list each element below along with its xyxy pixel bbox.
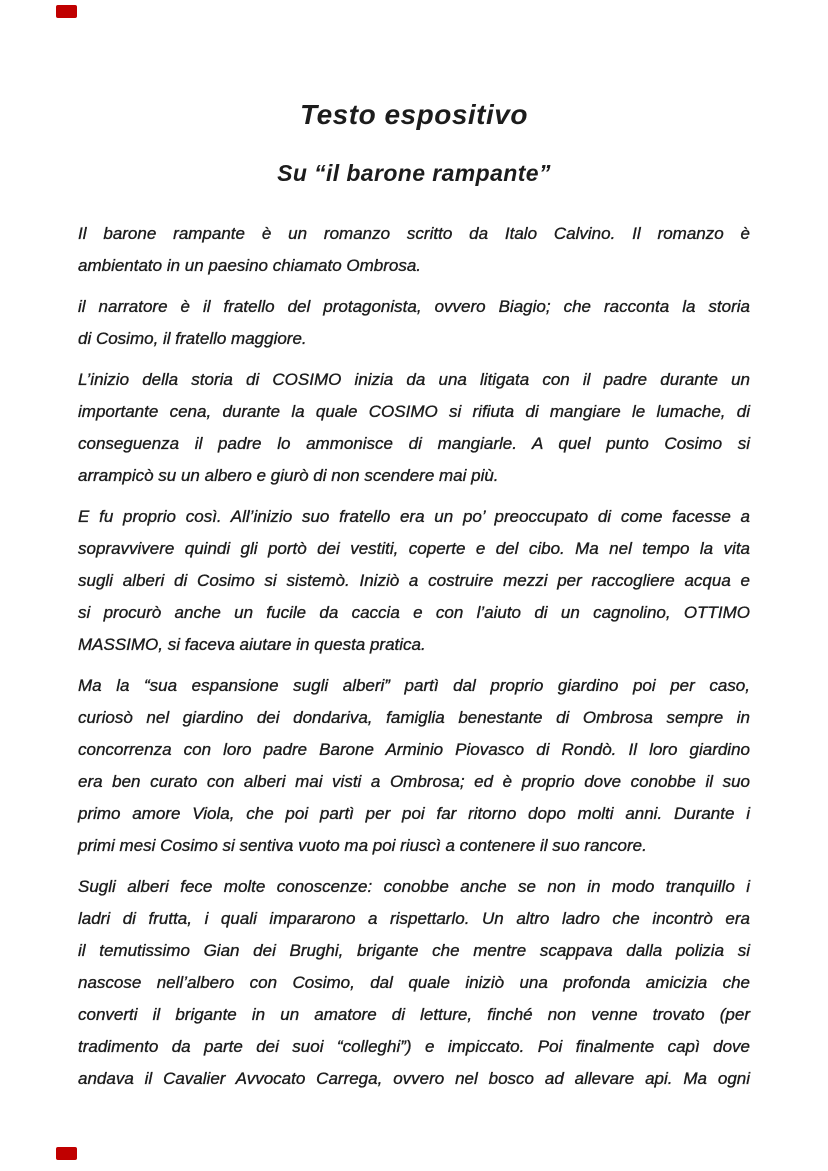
text-line: il narratore è il fratello del protagonista, ovvero Biagio; che racconta la storia xyxy=(78,297,750,316)
text-line: era ben curato con alberi mai visti a Ombrosa; ed è proprio dove conobbe il suo xyxy=(78,772,750,791)
text-line: primo amore Viola, che poi partì per poi far ritorno dopo molti anni. Durante i xyxy=(78,804,750,823)
text-line: E fu proprio così. All’inizio suo fratello era un po’ preoccupato di come facesse a xyxy=(78,507,750,526)
text-line: concorrenza con loro padre Barone Arminio Piovasco di Rondò. Il loro giardino xyxy=(78,740,750,759)
paragraph xyxy=(78,670,750,862)
paragraph xyxy=(78,871,750,1095)
text-line: il temutissimo Gian dei Brughi, brigante che mentre scappava dalla polizia si xyxy=(78,941,750,960)
text-line: di Cosimo, il fratello maggiore. xyxy=(78,329,307,348)
paragraph xyxy=(78,364,750,492)
text-line: tradimento da parte dei suoi “colleghi”) e impiccato. Poi finalmente capì dove xyxy=(78,1037,750,1056)
paragraph xyxy=(78,218,750,282)
text-line: andava il Cavalier Avvocato Carrega, ovvero nel bosco ad allevare api. Ma ogni xyxy=(78,1069,750,1088)
paragraph xyxy=(78,501,750,661)
text-line: L’inizio della storia di COSIMO inizia da una litigata con il padre durante un xyxy=(78,370,750,389)
text-line: Sugli alberi fece molte conoscenze: conobbe anche se non in modo tranquillo i xyxy=(78,877,750,896)
red-corner-mark-bottom xyxy=(56,1147,77,1160)
text-line: sopravvivere quindi gli portò dei vestiti, coperte e del cibo. Ma nel tempo la vita xyxy=(78,539,750,558)
document-title: Testo espositivo xyxy=(300,99,528,130)
text-line: converti il brigante in un amatore di letture, finché non venne trovato (per xyxy=(78,1005,750,1024)
red-corner-mark-top xyxy=(56,5,77,18)
text-line: si procurò anche un fucile da caccia e con l’aiuto di un cagnolino, OTTIMO xyxy=(78,603,750,622)
document-subtitle: Su “il barone rampante” xyxy=(277,160,551,186)
text-line: Ma la “sua espansione sugli alberi” partì dal proprio giardino poi per caso, xyxy=(78,676,750,695)
document-body xyxy=(78,218,750,1095)
text-line: nascose nell’albero con Cosimo, dal quale iniziò una profonda amicizia che xyxy=(78,973,750,992)
text-line: curiosò nel giardino dei dondariva, famiglia benestante di Ombrosa sempre in xyxy=(78,708,750,727)
text-line: primi mesi Cosimo si sentiva vuoto ma poi riuscì a contenere il suo rancore. xyxy=(78,836,647,855)
text-line: ambientato in un paesino chiamato Ombrosa. xyxy=(78,256,422,275)
text-line: sugli alberi di Cosimo si sistemò. Iniziò a costruire mezzi per raccogliere acqua e xyxy=(78,571,750,590)
paragraph xyxy=(78,291,750,355)
text-line: MASSIMO, si faceva aiutare in questa pratica. xyxy=(78,635,426,654)
text-line: conseguenza il padre lo ammonisce di mangiarle. A quel punto Cosimo si xyxy=(78,434,750,453)
text-line: arrampicò su un albero e giurò di non scendere mai più. xyxy=(78,466,499,485)
text-line: importante cena, durante la quale COSIMO si rifiuta di mangiare le lumache, di xyxy=(78,402,750,421)
text-line: Il barone rampante è un romanzo scritto da Italo Calvino. Il romanzo è xyxy=(78,224,750,243)
text-line: ladri di frutta, i quali impararono a rispettarlo. Un altro ladro che incontrò era xyxy=(78,909,750,928)
